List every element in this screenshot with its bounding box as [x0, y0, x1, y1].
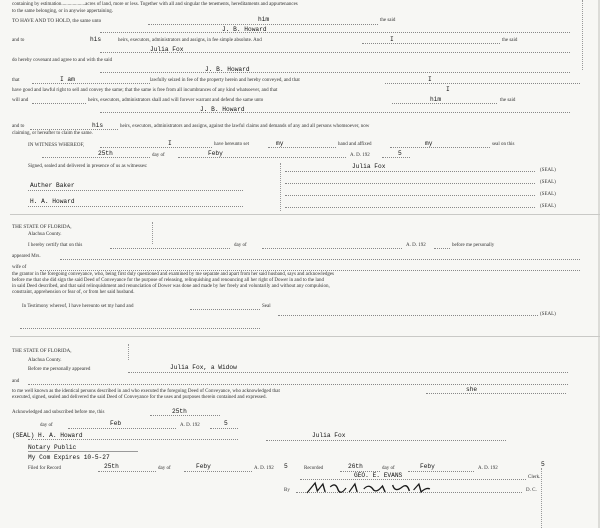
grantor-signature-2: Julia Fox [312, 432, 346, 439]
seized-text: lawfully seized in fee of the property herein and hereby conveyed, and that [150, 78, 300, 83]
she-pronoun: she [466, 386, 478, 393]
grantor-pronoun-1: him [258, 16, 270, 23]
said-3: the said [500, 98, 516, 103]
filed-day: 25th [104, 463, 119, 470]
claiming-text: claiming, or hereafter to claim the same. [12, 131, 93, 136]
notary-title: Notary Public [28, 444, 77, 451]
edge-fold-line [582, 0, 583, 70]
heirs-line-label: and to [12, 38, 25, 43]
line-belonging: to the same belonging, or in anywise appertaining. [12, 9, 113, 14]
seal-label-1: Seal [262, 304, 271, 309]
witness-2: H. A. Howard [30, 198, 75, 205]
my-1: my [276, 140, 284, 147]
recorded-label: Recorded [304, 466, 324, 471]
witness-whereof: IN WITNESS WHEREOF, [28, 142, 85, 148]
grantor-signature-1: Julia Fox [352, 163, 386, 170]
warrant-text: heirs, executors, administrators shall and will forever warrant and defend the same unto [88, 98, 264, 103]
certify-line-1: I hereby certify that on this [28, 243, 83, 248]
ack-month: Feb [110, 420, 122, 427]
recorded-day: 26th [348, 463, 363, 470]
will-label: will and [12, 98, 29, 103]
grantee-name-1: J. B. Howard [222, 26, 267, 33]
ad-192-5: A. D. 192 [478, 466, 498, 471]
seal-4: (SEAL) [540, 204, 556, 209]
ack-day: 25th [172, 408, 187, 415]
executed-line: executed, signed, sealed and delivered the said Deed of Conveyance for the uses and purposes therein contained and expressed. [12, 395, 267, 400]
and-line: and [12, 379, 20, 384]
testimony-1: In Testimony whereof, I have hereunto set my hand and [22, 304, 134, 309]
notary-name: (SEAL) H. A. Howard [12, 432, 83, 439]
day-of-4: day of [158, 466, 171, 471]
heirs-text: heirs, executors, administrators and assigns, in fee simple absolute. And [118, 38, 262, 43]
recorded-year: 5 [541, 461, 545, 468]
grantor-i-3: I [446, 86, 450, 93]
hand-and-affixed: hand and affixed [338, 142, 372, 147]
day-of-5: day of [382, 466, 395, 471]
deputy-clerk-signature [305, 481, 434, 495]
seal-1: (SEAL) [540, 168, 556, 173]
seal-on-this: seal on this [492, 142, 515, 147]
said-1: the said [380, 18, 396, 23]
hereunto-set: have hereunto set [214, 142, 249, 147]
execution-month: Feby [208, 150, 223, 157]
grantee-pronoun-2: him [430, 96, 442, 103]
ad-192-2: A. D. 192 [406, 243, 426, 248]
grantee-pronoun-3: his [92, 122, 104, 129]
day-of-2: day of [234, 243, 247, 248]
signed-sealed: Signed, sealed and delivered in presence of us as witnesses: [28, 164, 148, 169]
county-2: Alachua County. [28, 358, 62, 363]
filed-year: 5 [284, 463, 288, 470]
seal-5: (SEAL) [540, 312, 556, 317]
grantor-i-2: I [428, 76, 432, 83]
seal-2: (SEAL) [540, 180, 556, 185]
filed-month: Feby [196, 463, 211, 470]
grantor-name-widow: Julia Fox, a Widow [170, 364, 237, 371]
grantor-i-1: I [390, 36, 394, 43]
execution-year: 5 [398, 150, 402, 157]
grantor-i-4: I [168, 140, 172, 147]
state-heading-1: THE STATE OF FLORIDA, [12, 224, 72, 230]
said-2: the said [502, 38, 518, 43]
seal-3: (SEAL) [540, 192, 556, 197]
appeared-mrs: appeared Mrs. [12, 254, 41, 259]
appeared-line: Before me personally appeared [28, 367, 91, 372]
clerk-label: Clerk. [528, 475, 541, 480]
my-2: my [425, 140, 433, 147]
grantee-name-2: J. B. Howard [205, 66, 250, 73]
ack-year: 5 [224, 420, 228, 427]
covenant-line: do hereby covenant and agree to and with the said [12, 58, 113, 63]
wife-line-2: before me that she did sign the said Deed of Conveyance for the purpose of releasing, relinquishing and renouncing all her right of Dower in and to the land [12, 278, 324, 283]
wife-of: wife of [12, 265, 27, 270]
grantor-name-1: Julia Fox [150, 46, 184, 53]
dc-label: D. C. [526, 488, 537, 493]
that-label: that [12, 78, 20, 83]
state-heading-2: THE STATE OF FLORIDA, [12, 348, 72, 354]
line-containing: containing by estimation...................acres of land, more or less. Together with all and singular the tenements, hereditaments and appurtenances [12, 2, 298, 7]
day-of-1: day of [152, 153, 165, 158]
wife-line-4: constraint, apprehension or fear of, or from her said husband. [12, 290, 135, 295]
recorded-month: Feby [420, 463, 435, 470]
ad-192-3: A. D. 192 [180, 423, 200, 428]
witness-1: Auther Baker [30, 182, 75, 189]
commission-expiry: My Com Expires 10-5-27 [28, 454, 110, 461]
wife-line-1: the grantor in the foregoing conveyance, who, being first duly questioned and examined by me separate and apart from her said husband, says and acknowledges [12, 272, 334, 277]
by-label: By [284, 488, 290, 493]
ack-subscribed: Acknowledged and subscribed before me, this [12, 410, 105, 415]
clerk-name: GEO. E. EVANS [354, 472, 403, 479]
defend-text: heirs, executors, administrators and assigns, against the lawful claims and demands of any and all persons whomsoever, now [120, 124, 370, 129]
before-me-1: before me personally [452, 243, 495, 248]
county-1: Alachua County. [28, 232, 62, 237]
known-line: to me well known as the identical persons described in and who executed the foregoing Deed of Conveyance, who acknowledged that [12, 389, 280, 394]
filed-label: Filed for Record [28, 466, 62, 471]
grantor-i-am: I am [60, 76, 75, 83]
and-to-2: and to [12, 124, 25, 129]
grantee-pronoun-1: his [90, 36, 102, 43]
grantee-name-3: J. B. Howard [200, 106, 245, 113]
habendum-label: TO HAVE AND TO HOLD, the same unto [12, 18, 102, 24]
bottom-fold-line [541, 468, 542, 528]
ad-192-1: A. D. 192 [350, 153, 370, 158]
lawful-right-line: have good and lawful right to sell and convey the same; that the same is free from all incumbrances of any kind whatsoever, and that [12, 88, 278, 93]
execution-day: 25th [98, 150, 113, 157]
ad-192-4: A. D. 192 [254, 466, 274, 471]
wife-line-3: in said Deed described, and that said relinquishment and renunciation of Dower was done and made by her freely and voluntarily and without any compulsion, [12, 284, 330, 289]
day-of-3: day of [40, 423, 53, 428]
